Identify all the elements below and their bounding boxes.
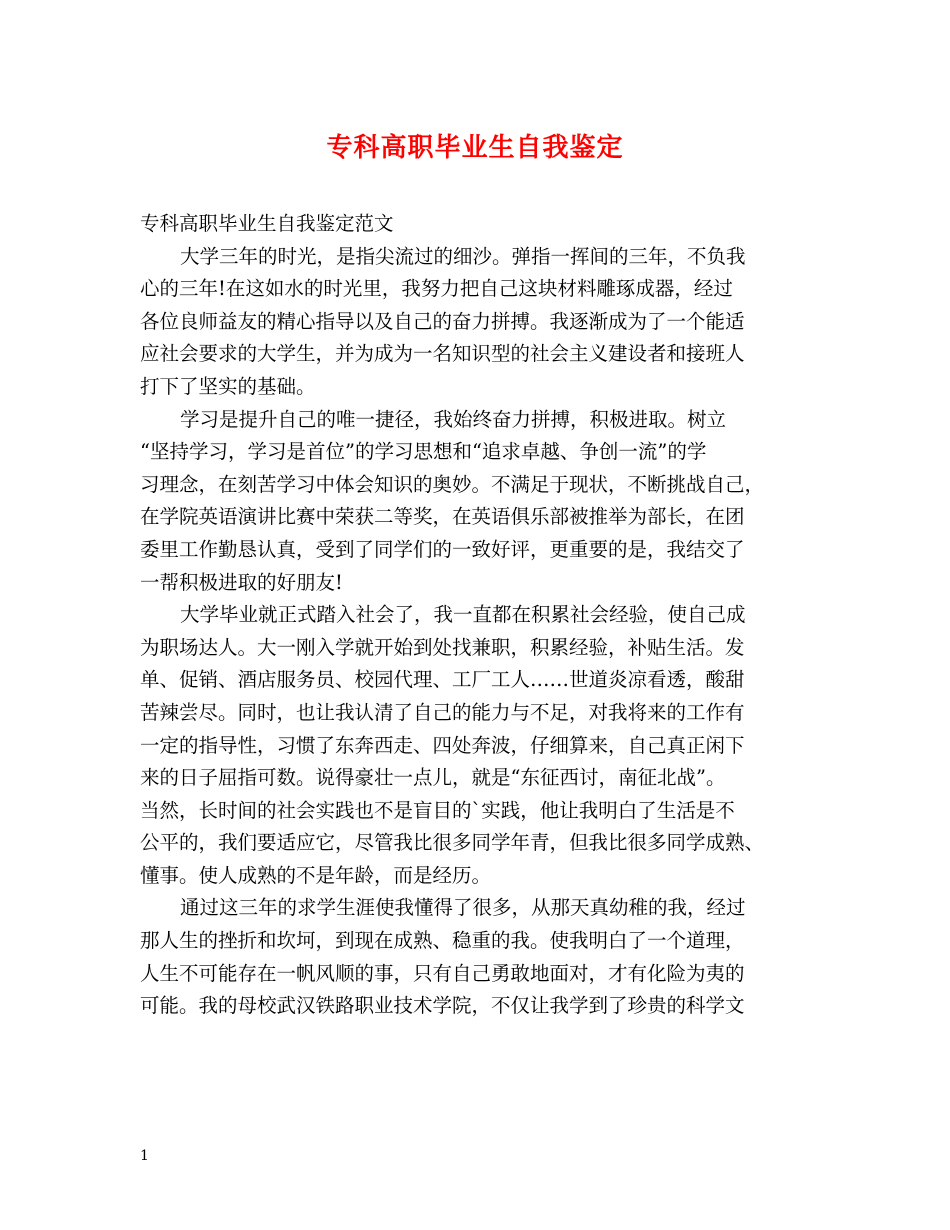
text-line: 在学院英语演讲比赛中荣获二等奖，在英语俱乐部被推举为部长，在团 bbox=[140, 505, 745, 529]
text-line: 人生不可能存在一帆风顺的事，只有自己勇敢地面对，才有化险为夷的 bbox=[140, 961, 745, 985]
text-line: 单、促销、酒店服务员、校园代理、工厂工人……世道炎凉看透，酸甜 bbox=[140, 668, 745, 692]
document-title: 专科高职毕业生自我鉴定 bbox=[326, 133, 624, 163]
text-line: 来的日子屈指可数。说得豪壮一点儿，就是“东征西讨，南征北战”。 bbox=[140, 766, 726, 790]
text-line: “坚持学习，学习是首位”的学习思想和“追求卓越、争创一流”的学 bbox=[140, 440, 707, 464]
text-line: 大学三年的时光，是指尖流过的细沙。弹指一挥间的三年，不负我 bbox=[180, 244, 746, 268]
text-line: 可能。我的母校武汉铁路职业技术学院，不仅让我学到了珍贵的科学文 bbox=[140, 994, 745, 1018]
text-line: 应社会要求的大学生，并为成为一名知识型的社会主义建设者和接班人 bbox=[140, 342, 745, 366]
text-line: 公平的，我们要适应它，尽管我比很多同学年青，但我比很多同学成熟、 bbox=[140, 831, 765, 855]
text-line: 为职场达人。大一刚入学就开始到处找兼职，积累经验，补贴生活。发 bbox=[140, 635, 745, 659]
text-line: 打下了坚实的基础。 bbox=[140, 374, 316, 398]
text-line: 委里工作勤恳认真，受到了同学们的一致好评，更重要的是，我结交了 bbox=[140, 537, 745, 561]
text-line: 当然，长时间的社会实践也不是盲目的`实践，他让我明白了生活是不 bbox=[140, 798, 735, 822]
text-line: 心的三年!在这如水的时光里，我努力把自己这块材料雕琢成器，经过 bbox=[140, 277, 733, 301]
body-text bbox=[140, 241, 812, 1023]
text-line: 一定的指导性，习惯了东奔西走、四处奔波，仔细算来，自己真正闲下 bbox=[140, 733, 745, 757]
text-line: 通过这三年的求学生涯使我懂得了很多，从那天真幼稚的我，经过 bbox=[180, 896, 746, 920]
document-subtitle: 专科高职毕业生自我鉴定范文 bbox=[140, 212, 394, 235]
text-line: 那人生的挫折和坎坷，到现在成熟、稳重的我。使我明白了一个道理， bbox=[140, 929, 745, 953]
text-line: 懂事。使人成熟的不是年龄，而是经历。 bbox=[140, 863, 492, 887]
page-number: 1 bbox=[140, 1148, 149, 1164]
text-line: 苦辣尝尽。同时，也让我认清了自己的能力与不足，对我将来的工作有 bbox=[140, 700, 745, 724]
text-line: 大学毕业就正式踏入社会了，我一直都在积累社会经验，使自己成 bbox=[180, 603, 746, 627]
text-line: 学习是提升自己的唯一捷径，我始终奋力拼搏，积极进取。树立 bbox=[180, 407, 727, 431]
text-line: 各位良师益友的精心指导以及自己的奋力拼搏。我逐渐成为了一个能适 bbox=[140, 309, 745, 333]
document-body bbox=[140, 208, 812, 1023]
text-line: 习理念，在刻苦学习中体会知识的奥妙。不满足于现状，不断挑战自己， bbox=[140, 472, 765, 496]
text-line: 一帮积极进取的好朋友! bbox=[140, 570, 343, 594]
